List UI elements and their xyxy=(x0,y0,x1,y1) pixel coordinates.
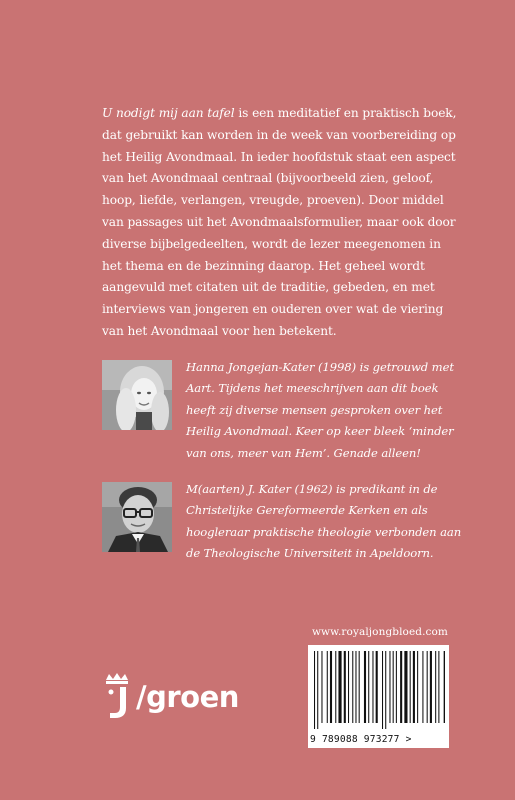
barcode-bar xyxy=(417,651,418,723)
blurb-text: is een meditatief en praktisch boek, dat gebruikt kan worden in de week van voorbereiding op het Heilig Avondmaal. In ieder hoofdstuk staat een aspect van het Avondmaal centraal (bijvoorbeeld zien, geloof, hoop, liefde, verlangen, vreugde, proeven). Door middel van passages uit het Avondmaalsformulier, maar ook door diverse bijbelgedeelten, wordt de lezer meegenomen in het thema en de bezinning daarop. Het geheel wordt aangevuld met citaten uit de traditie, gebeden, en met interviews van jongeren en ouderen over wat de viering van het Avondmaal voor hen betekent. xyxy=(102,106,457,338)
publisher-website: www.royaljongbloed.com xyxy=(311,626,448,638)
barcode-bar xyxy=(359,651,360,723)
barcode-bar xyxy=(422,651,423,723)
isbn-barcode xyxy=(308,645,449,748)
back-cover-blurb xyxy=(102,103,462,343)
barcode-bar xyxy=(444,651,445,723)
barcode-bar xyxy=(344,651,346,723)
barcode-bar xyxy=(393,651,394,723)
barcode-bar xyxy=(430,651,432,723)
barcode-bar xyxy=(404,651,407,723)
barcode-bar xyxy=(314,651,315,729)
barcode-bar xyxy=(427,651,428,723)
barcode-bar xyxy=(335,651,336,723)
crown-j-icon xyxy=(100,672,134,722)
barcode-bar xyxy=(410,651,411,723)
barcode-bar xyxy=(321,651,322,723)
barcode-bar xyxy=(317,651,318,729)
author-bio-maarten: M(aarten) J. Kater (1962) is predikant in de Christelijke Gereformeerde Kerken en als hoogleraar praktische theologie verbonden aan de Theologische Universiteit in Apeldoorn. xyxy=(186,482,462,561)
barcode-digits: 9 789088 973277 > xyxy=(310,734,412,745)
publisher-wordmark: /groen xyxy=(136,680,239,714)
barcode-bar xyxy=(438,651,439,723)
barcode-bar xyxy=(327,651,328,723)
author-photo-hanna xyxy=(102,360,172,430)
barcode-bar xyxy=(348,651,349,723)
barcode-bar xyxy=(435,651,436,723)
barcode-bar xyxy=(352,651,353,723)
barcode-bar xyxy=(368,651,369,723)
barcode-bar xyxy=(330,651,332,723)
author-bio-hanna: Hanna Jongejan-Kater (1998) is getrouwd met Aart. Tijdens het meeschrijven aan dit boek heeft zij diverse mensen gesproken over het Heilig Avondmaal. Keer op keer bleek ‘minder van ons, meer van Hem’. Genade alleen! xyxy=(186,360,454,460)
barcode-bar xyxy=(400,651,402,723)
barcode-bar xyxy=(382,651,383,729)
barcode-bars xyxy=(312,651,445,729)
barcode-bar xyxy=(385,651,386,729)
barcode-bar xyxy=(389,651,390,723)
barcode-bar xyxy=(372,651,373,723)
barcode-bar xyxy=(413,651,415,723)
author-photo-maarten xyxy=(102,482,172,552)
barcode-bar xyxy=(355,651,356,723)
barcode-bar xyxy=(364,651,366,723)
publisher-logo xyxy=(100,672,240,722)
barcode-bar xyxy=(396,651,397,723)
barcode-bar xyxy=(376,651,378,723)
barcode-bar xyxy=(338,651,341,723)
book-title: U nodigt mij aan tafel xyxy=(102,106,235,120)
